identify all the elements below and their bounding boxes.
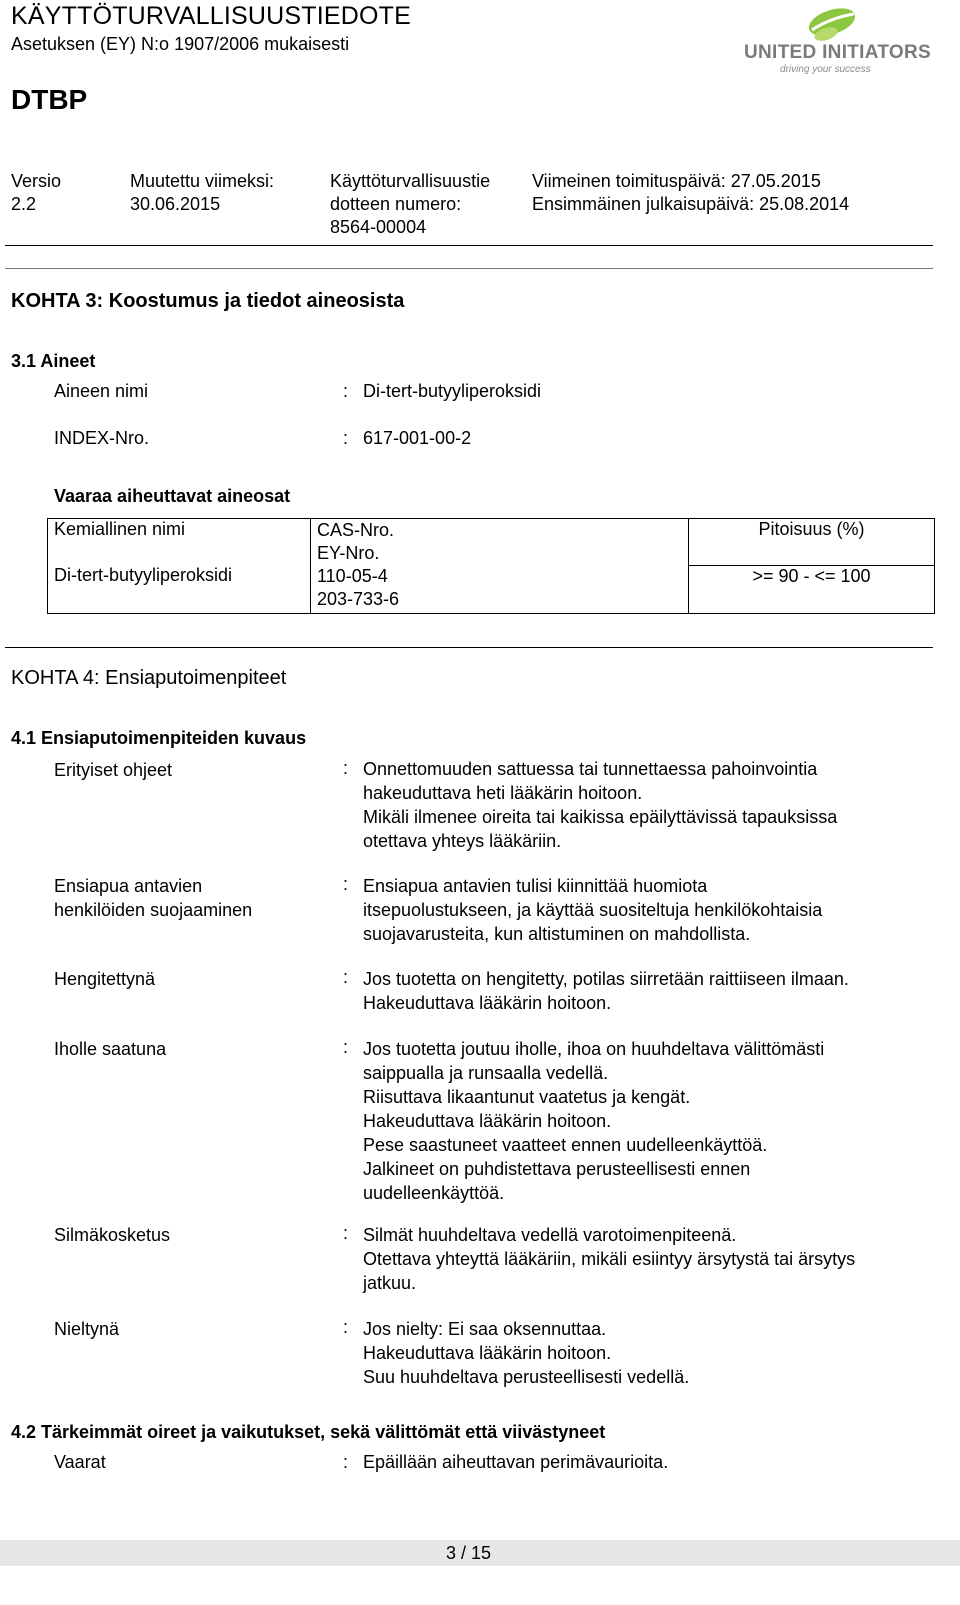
ingestion-text: Jos nielty: Ei saa oksennuttaa. Hakeuduttava lääkärin hoitoon. Suu huuhdeltava perusteellisesti vedellä. bbox=[363, 1319, 690, 1387]
eye-contact-text: Silmät huuhdeltava vedellä varotoimenpiteenä. Otettava yhteyttä lääkäriin, mikäli esiintyy ärsytystä tai ärsytys jatkuu. bbox=[363, 1225, 856, 1293]
table-header-row bbox=[48, 519, 935, 566]
inhalation-text: Jos tuotetta on hengitetty, potilas siirretään raittiiseen ilmaan. Hakeuduttava lääkärin hoitoon. bbox=[363, 969, 849, 1013]
table-header-chemical-name: Kemiallinen nimi bbox=[48, 519, 311, 566]
ingestion-label: Nieltynä bbox=[54, 1319, 120, 1339]
revised-value: 30.06.2015 bbox=[130, 194, 221, 214]
first-publish-date: Ensimmäinen julkaisupäivä: 25.08.2014 bbox=[532, 194, 850, 214]
sds-number-label-1: Käyttöturvallisuustie bbox=[330, 171, 491, 191]
skin-contact-label: Iholle saatuna bbox=[54, 1039, 167, 1059]
colon: : bbox=[343, 1317, 349, 1337]
eye-contact-label: Silmäkosketus bbox=[54, 1225, 171, 1245]
colon: : bbox=[343, 967, 349, 987]
index-number-value: 617-001-00-2 bbox=[363, 428, 472, 448]
colon: : bbox=[343, 1452, 349, 1472]
index-number-label: INDEX-Nro. bbox=[54, 428, 150, 448]
special-instructions-text: Onnettomuuden sattuessa tai tunnettaessa pahoinvointia hakeuduttava heti lääkärin hoitoon. Mikäli ilmenee oireita tai kaikissa epäilyttävissä tapauksissa otettava yhteys lääkäriin. bbox=[363, 759, 838, 851]
hazards-text: Epäillään aiheuttavan perimävaurioita. bbox=[363, 1452, 669, 1472]
skin-contact-text: Jos tuotetta joutuu iholle, ihoa on huuhdeltava välittömästi saippualla ja runsaalla vedellä. Riisuttava likaantunut vaatetus ja kengät. Hakeuduttava lääkärin hoitoon. Pese saastuneet vaatteet ennen uudelleenkäyttöä. Jalkineet on puhdistettava perusteellisesti ennen uudelleenkäyttöä. bbox=[363, 1039, 825, 1203]
table-cell-cas-ec: 110-05-4 203-733-6 bbox=[311, 565, 689, 614]
special-instructions-label: Erityiset ohjeet bbox=[54, 760, 173, 780]
regulation-text: Asetuksen (EY) N:o 1907/2006 mukaisesti bbox=[11, 34, 350, 54]
document-title: KÄYTTÖTURVALLISUUSTIEDOTE bbox=[11, 2, 411, 30]
version-value: 2.2 bbox=[11, 194, 37, 214]
table-cell-chemical-name: Di-tert-butyyliperoksidi bbox=[48, 565, 311, 614]
colon: : bbox=[343, 428, 349, 448]
header-divider bbox=[5, 245, 933, 246]
section-4-title: KOHTA 4: Ensiaputoimenpiteet bbox=[11, 667, 287, 689]
last-delivery-date: Viimeinen toimituspäivä: 27.05.2015 bbox=[532, 171, 821, 191]
table-header-concentration: Pitoisuus (%) bbox=[689, 519, 935, 566]
revised-label: Muutettu viimeksi: bbox=[130, 171, 275, 191]
subsection-4-2-title: 4.2 Tärkeimmät oireet ja vaikutukset, sekä välittömät että viivästyneet bbox=[11, 1422, 606, 1442]
first-aider-protection-text: Ensiapua antavien tulisi kiinnittää huomiota itsepuolustukseen, ja käyttää suositeltuja henkilökohtaisia suojavarusteita, kun altistuminen on mahdollista. bbox=[363, 876, 823, 944]
hazardous-components-title: Vaaraa aiheuttavat aineosat bbox=[54, 486, 291, 506]
substance-name-label: Aineen nimi bbox=[54, 381, 149, 401]
components-table bbox=[47, 518, 935, 614]
section-divider bbox=[5, 647, 933, 648]
table-header-cas-ec: CAS-Nro. EY-Nro. bbox=[311, 519, 689, 566]
company-logo bbox=[742, 4, 932, 82]
logo-tagline: driving your success bbox=[780, 64, 871, 75]
sds-number-value: 8564-00004 bbox=[330, 217, 427, 237]
inhalation-label: Hengitettynä bbox=[54, 969, 156, 989]
first-aider-protection-label: Ensiapua antavien henkilöiden suojaaminen bbox=[54, 876, 253, 920]
subsection-4-1-title: 4.1 Ensiaputoimenpiteiden kuvaus bbox=[11, 728, 307, 748]
hazards-label: Vaarat bbox=[54, 1452, 106, 1472]
section-divider bbox=[5, 268, 933, 269]
colon: : bbox=[343, 1037, 349, 1057]
substance-name-value: Di-tert-butyyliperoksidi bbox=[363, 381, 542, 401]
section-3-title: KOHTA 3: Koostumus ja tiedot aineosista bbox=[11, 290, 405, 312]
table-cell-concentration: >= 90 - <= 100 bbox=[689, 565, 935, 614]
subsection-3-1-title: 3.1 Aineet bbox=[11, 351, 96, 371]
logo-name: UNITED INITIATORS bbox=[744, 42, 932, 63]
colon: : bbox=[343, 874, 349, 894]
page-number: 3 / 15 bbox=[446, 1543, 492, 1563]
product-name: DTBP bbox=[11, 84, 88, 115]
sds-number-label-2: dotteen numero: bbox=[330, 194, 462, 214]
colon: : bbox=[343, 758, 349, 778]
table-row bbox=[48, 565, 935, 614]
colon: : bbox=[343, 1223, 349, 1243]
colon: : bbox=[343, 381, 349, 401]
version-label: Versio bbox=[11, 171, 62, 191]
